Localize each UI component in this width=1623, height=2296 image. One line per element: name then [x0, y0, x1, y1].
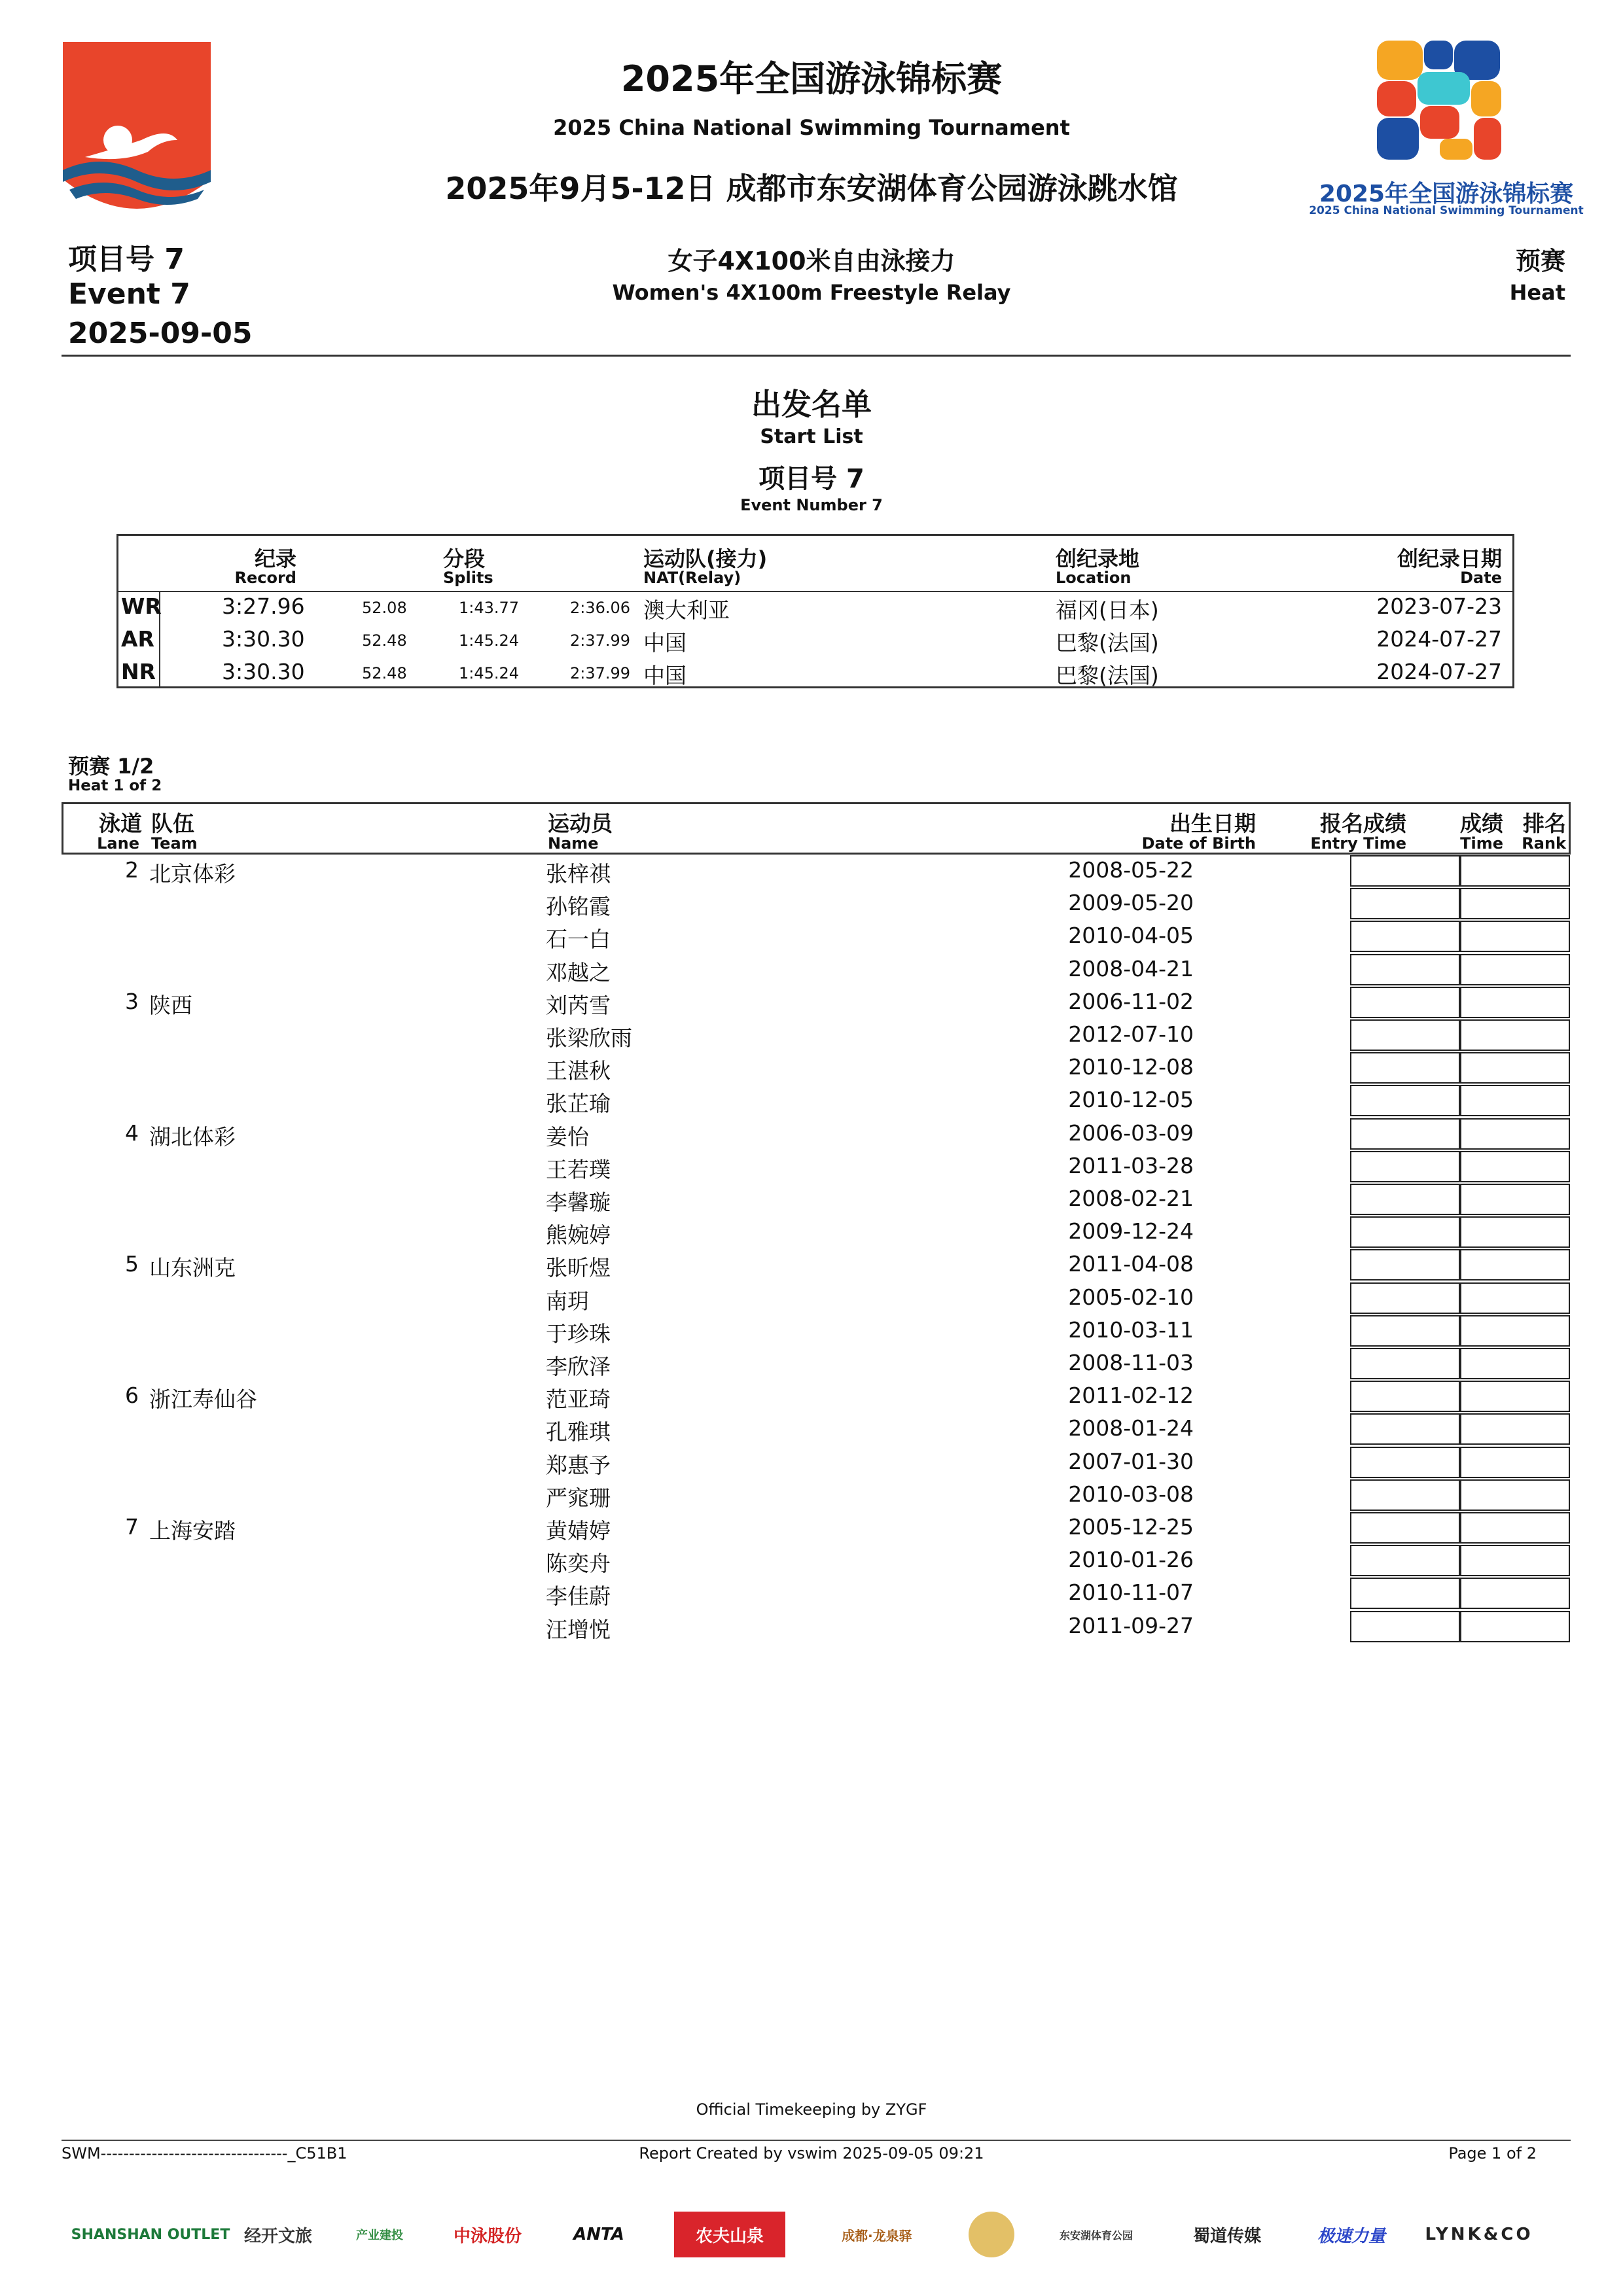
team-name: 上海安踏 [149, 1518, 236, 1544]
swimmer-name: 郑惠予 [546, 1452, 611, 1478]
sponsor-anta: ANTA [573, 2225, 624, 2244]
rank-box [1460, 1413, 1570, 1445]
record-type: AR [121, 626, 154, 652]
swimmer-dob: 2005-02-10 [1068, 1284, 1194, 1310]
rank-box [1460, 1545, 1570, 1576]
start-list-title-en: Start List [760, 425, 863, 448]
records-header-splits-en: Splits [443, 569, 493, 587]
swimmer-name: 石一白 [546, 927, 611, 953]
rank-box [1460, 1085, 1570, 1116]
venue-date: 2025年9月5-12日 成都市东安湖体育公园游泳跳水馆 [445, 171, 1178, 206]
record-s1: 52.08 [362, 599, 407, 617]
tournament-title-cn: 2025年全国游泳锦标赛 [620, 58, 1003, 99]
tournament-logo-mark [1309, 41, 1584, 171]
col-entry-en: Entry Time [1310, 834, 1406, 853]
rank-box [1460, 1019, 1570, 1051]
swimmer-name: 邓越之 [546, 959, 611, 985]
swimmer-name: 严窕珊 [546, 1485, 611, 1511]
swimmer-name: 王若璞 [546, 1156, 611, 1182]
rank-box [1460, 888, 1570, 919]
swimmer-name: 张梓祺 [546, 861, 611, 887]
swimmer-dob: 2012-07-10 [1068, 1021, 1194, 1047]
swimmer-dob: 2009-12-24 [1068, 1218, 1194, 1245]
record-date: 2023-07-23 [1376, 593, 1502, 619]
time-box [1350, 1151, 1460, 1182]
time-box [1350, 921, 1460, 952]
swimmer-name: 张梁欣雨 [546, 1025, 632, 1051]
swimmer-dob: 2011-03-28 [1068, 1152, 1194, 1178]
col-time-en: Time [1460, 834, 1503, 853]
swimmer-dob: 2005-12-25 [1068, 1514, 1194, 1540]
swimmer-dob: 2006-03-09 [1068, 1120, 1194, 1146]
swimmer-dob: 2008-02-21 [1068, 1186, 1194, 1211]
swimmer-dob: 2010-03-11 [1068, 1316, 1194, 1343]
record-loc: 巴黎(法国) [1056, 630, 1159, 656]
col-dob-en: Date of Birth [1141, 834, 1256, 853]
swimmer-dob: 2008-05-22 [1068, 857, 1194, 883]
swimmer-name: 孙铭霞 [546, 894, 611, 920]
time-box [1350, 987, 1460, 1018]
swimmer-dob: 2010-11-07 [1068, 1580, 1194, 1606]
record-s3: 2:37.99 [570, 631, 631, 650]
team-name: 浙江寿仙谷 [149, 1386, 257, 1413]
swimmer-name: 张昕煜 [546, 1255, 611, 1281]
record-s3: 2:36.06 [570, 599, 631, 617]
sponsor-zhongyong: 中泳股份 [453, 2226, 522, 2246]
rank-box [1460, 1216, 1570, 1248]
record-type: NR [121, 659, 156, 684]
team-name: 陕西 [149, 992, 192, 1018]
swimmer-dob: 2011-04-08 [1068, 1251, 1194, 1277]
lane-number: 3 [125, 988, 139, 1014]
rank-box [1460, 1151, 1570, 1182]
records-header-nat-cn: 运动队(接力) [643, 546, 768, 571]
swimmer-name: 于珍珠 [546, 1320, 611, 1347]
heat-title-cn: 预赛 1/2 [68, 754, 154, 779]
header-divider [62, 355, 1571, 357]
logo-title-cn: 2025年全国游泳锦标赛 [1319, 181, 1574, 207]
swimmer-dob: 2008-04-21 [1068, 955, 1194, 981]
report-code: SWM---------------------------------_C51B1 [62, 2144, 348, 2163]
records-header-date-cn: 创纪录日期 [1397, 546, 1502, 571]
rank-box [1460, 954, 1570, 985]
phase-en: Heat [1509, 280, 1565, 305]
swimmer-name: 李佳蔚 [546, 1583, 611, 1610]
swimmer-name: 孔雅琪 [546, 1419, 611, 1445]
swimmer-name: 姜怡 [546, 1123, 589, 1150]
event-number-cn: 项目号 7 [68, 243, 185, 276]
swimmer-name: 黄婧婷 [546, 1518, 611, 1544]
swimmer-name: 李欣泽 [546, 1354, 611, 1379]
record-nat: 中国 [643, 630, 687, 656]
swimmer-dob: 2010-04-05 [1068, 923, 1194, 949]
swimmer-dob: 2009-05-20 [1068, 890, 1194, 916]
col-time-cn: 成绩 [1460, 811, 1503, 836]
time-box [1350, 1052, 1460, 1084]
records-header-record-cn: 纪录 [254, 546, 296, 571]
timekeeping-note: Official Timekeeping by ZYGF [696, 2100, 927, 2119]
record-nat: 澳大利亚 [643, 597, 730, 623]
swimmer-dob: 2008-11-03 [1068, 1350, 1194, 1375]
time-box [1350, 1545, 1460, 1576]
event-date: 2025-09-05 [68, 317, 253, 350]
swimmer-name: 张芷瑜 [546, 1091, 611, 1117]
time-box [1350, 1578, 1460, 1609]
sponsor-shudao-media: 蜀道传媒 [1192, 2226, 1261, 2246]
rank-box [1460, 1479, 1570, 1511]
record-time: 3:30.30 [222, 626, 305, 652]
col-dob-cn: 出生日期 [1169, 811, 1256, 836]
record-loc: 巴黎(法国) [1056, 663, 1159, 688]
rank-box [1460, 1578, 1570, 1609]
rank-box [1460, 1118, 1570, 1150]
rank-box [1460, 1512, 1570, 1544]
record-type: WR [121, 593, 162, 619]
tournament-logo [1309, 41, 1584, 217]
swimmer-dob: 2010-01-26 [1068, 1547, 1194, 1573]
time-box [1350, 1216, 1460, 1248]
records-header-splits-cn: 分段 [443, 546, 486, 571]
rank-box [1460, 1315, 1570, 1347]
swimmer-dob: 2010-12-08 [1068, 1054, 1194, 1080]
record-date: 2024-07-27 [1376, 659, 1502, 684]
col-lane-cn: 泳道 [99, 811, 142, 836]
team-name: 山东洲克 [149, 1255, 236, 1281]
footer-divider [62, 2140, 1571, 2141]
rank-box [1460, 1381, 1570, 1412]
record-time: 3:27.96 [222, 593, 305, 619]
swimmer-dob: 2008-01-24 [1068, 1415, 1194, 1441]
time-box [1350, 1381, 1460, 1412]
rank-box [1460, 1184, 1570, 1215]
report-created: Report Created by vswim 2025-09-05 09:21 [639, 2144, 984, 2163]
records-header-date-en: Date [1460, 569, 1502, 587]
swimmer-dob: 2010-12-05 [1068, 1087, 1194, 1113]
rank-box [1460, 1447, 1570, 1478]
col-entry-cn: 报名成绩 [1320, 811, 1406, 836]
swimmer-name: 陈奕舟 [546, 1551, 611, 1577]
time-box [1350, 1413, 1460, 1445]
time-box [1350, 1479, 1460, 1511]
time-box [1350, 1019, 1460, 1051]
sponsor-jingkai-wenlv: 经开文旅 [243, 2226, 312, 2246]
sponsor-shanshan-outlet: SHANSHAN OUTLET [71, 2226, 230, 2243]
swimmer-dob: 2006-11-02 [1068, 988, 1194, 1014]
event-number-heading-cn: 项目号 7 [758, 464, 865, 494]
record-s2: 1:45.24 [459, 631, 520, 650]
rank-box [1460, 1348, 1570, 1379]
time-box [1350, 855, 1460, 887]
record-s1: 52.48 [362, 664, 407, 682]
col-rank-cn: 排名 [1523, 811, 1566, 836]
event-number-en: Event 7 [68, 277, 190, 311]
rank-box [1460, 1611, 1570, 1642]
records-header-divider [118, 591, 1512, 592]
event-name-cn: 女子4X100米自由泳接力 [668, 247, 955, 275]
federation-logo [63, 42, 211, 215]
rank-box [1460, 1249, 1570, 1280]
time-box [1350, 954, 1460, 985]
rank-box [1460, 1282, 1570, 1314]
rank-box [1460, 987, 1570, 1018]
start-list-title-cn: 出发名单 [751, 387, 872, 422]
time-box [1350, 1184, 1460, 1215]
col-name-cn: 运动员 [548, 811, 613, 836]
record-s3: 2:37.99 [570, 664, 631, 682]
sponsor-gold-emblem [969, 2212, 1014, 2257]
heat-table-header [62, 802, 1571, 855]
lane-number: 7 [125, 1514, 139, 1540]
col-lane-en: Lane [97, 834, 139, 853]
col-rank-en: Rank [1522, 834, 1566, 853]
swimmer-name: 南玥 [546, 1288, 589, 1314]
time-box [1350, 1282, 1460, 1314]
record-date: 2024-07-27 [1376, 626, 1502, 652]
sponsor-longquanyi: 成都·龙泉驿 [842, 2227, 912, 2244]
records-table [116, 534, 1514, 688]
rank-box [1460, 921, 1570, 952]
sponsor-fastpower: 极速力量 [1317, 2226, 1385, 2246]
sponsor-donganhu: 东安湖体育公园 [1059, 2229, 1133, 2242]
time-box [1350, 1447, 1460, 1478]
time-box [1350, 1512, 1460, 1544]
swimmer-name: 范亚琦 [546, 1386, 611, 1413]
swimmer-dob: 2010-03-08 [1068, 1481, 1194, 1507]
event-number-heading-en: Event Number 7 [740, 496, 883, 514]
time-box [1350, 1249, 1460, 1280]
sponsor-lynk-co: LYNK&CO [1425, 2225, 1533, 2244]
record-time: 3:30.30 [222, 659, 305, 684]
rank-box [1460, 855, 1570, 887]
swimmer-name: 王湛秋 [546, 1058, 611, 1084]
swimmer-name: 汪增悦 [546, 1616, 611, 1642]
records-header-nat-en: NAT(Relay) [643, 569, 741, 587]
swimmer-name: 李馨璇 [546, 1190, 611, 1215]
swimmer-dob: 2011-09-27 [1068, 1612, 1194, 1638]
time-box [1350, 1118, 1460, 1150]
lane-number: 6 [125, 1383, 139, 1409]
col-name-en: Name [548, 834, 599, 853]
phase-cn: 预赛 [1515, 247, 1565, 275]
swimmer-dob: 2007-01-30 [1068, 1448, 1194, 1474]
record-s2: 1:45.24 [459, 664, 520, 682]
record-loc: 福冈(日本) [1056, 597, 1159, 623]
record-s1: 52.48 [362, 631, 407, 650]
lane-number: 5 [125, 1251, 139, 1277]
record-s2: 1:43.77 [459, 599, 520, 617]
records-header-location-en: Location [1056, 569, 1132, 587]
time-box [1350, 1085, 1460, 1116]
record-nat: 中国 [643, 663, 687, 688]
time-box [1350, 1348, 1460, 1379]
records-header-record-en: Record [234, 569, 296, 587]
lane-number: 4 [125, 1120, 139, 1146]
sponsor-nongfu-spring: 农夫山泉 [674, 2212, 785, 2257]
col-team-en: Team [151, 834, 198, 853]
swimmer-name: 熊婉婷 [546, 1222, 611, 1248]
page-number: Page 1 of 2 [1448, 2144, 1537, 2163]
rank-box [1460, 1052, 1570, 1084]
time-box [1350, 888, 1460, 919]
logo-title-en: 2025 China National Swimming Tournament [1309, 204, 1584, 217]
tournament-title-en: 2025 China National Swimming Tournament [553, 115, 1070, 140]
team-name: 湖北体彩 [149, 1123, 236, 1150]
swimmer-name: 刘芮雪 [546, 992, 611, 1018]
swimmer-dob: 2011-02-12 [1068, 1383, 1194, 1409]
records-header-location-cn: 创纪录地 [1056, 546, 1140, 571]
col-team-cn: 队伍 [151, 811, 194, 836]
time-box [1350, 1315, 1460, 1347]
time-box [1350, 1611, 1460, 1642]
event-name-en: Women's 4X100m Freestyle Relay [612, 280, 1011, 305]
sponsor-chanye-jiantou: 产业建投 [356, 2229, 403, 2242]
team-name: 北京体彩 [149, 861, 236, 887]
lane-number: 2 [125, 857, 139, 883]
heat-title-en: Heat 1 of 2 [68, 777, 162, 794]
